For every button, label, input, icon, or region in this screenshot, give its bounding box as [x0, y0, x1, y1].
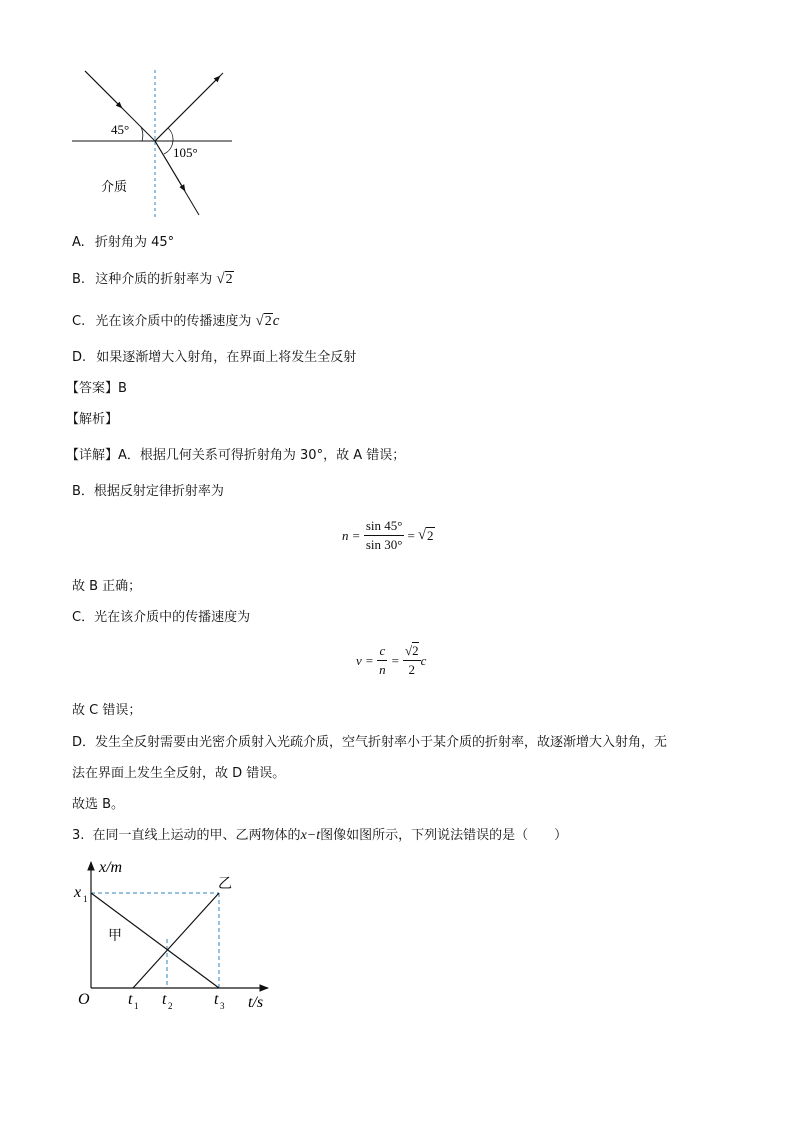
option-b-text: 这种介质的折射率为 [95, 272, 213, 287]
eq2-rnum: 2 [412, 643, 419, 658]
option-a-letter: A. [72, 235, 85, 250]
answer-label: 【答案】 [66, 381, 119, 396]
t2-label: t [162, 991, 167, 1008]
eq2-numerator: c [377, 643, 387, 661]
eq1-denominator: sin 30° [365, 537, 403, 552]
sqrt-sign: √ [216, 271, 225, 287]
t2-sub: 2 [168, 1001, 173, 1011]
x1-sub: 1 [83, 894, 88, 904]
t1-label: t [128, 991, 133, 1008]
option-d-text: 如果逐渐增大入射角，在界面上将发生全反射 [96, 350, 357, 365]
option-a [72, 234, 174, 252]
question-3 [72, 827, 567, 845]
option-d-letter: D. [72, 350, 87, 365]
eq1-lhs: n [342, 527, 349, 543]
answer-value: B [118, 381, 127, 396]
eq1-equals-2: = [407, 527, 415, 543]
eq2-equals-2: = [391, 652, 399, 668]
eq2-fraction-1 [377, 643, 388, 678]
option-c-math: 2 [264, 314, 272, 329]
refraction-diagram [60, 60, 250, 225]
angle-label-45: 45° [111, 122, 130, 137]
eq2-rafter: c [420, 652, 427, 668]
question-3-text-before: 在同一直线上运动的甲、乙两物体的 [92, 828, 301, 843]
answer-line [66, 380, 127, 398]
t1-sub: 1 [134, 1001, 139, 1011]
origin-label: O [78, 991, 90, 1008]
option-d [72, 349, 356, 367]
equation-velocity [356, 643, 426, 678]
t3-sub: 3 [220, 1001, 225, 1011]
detail-line-1 [66, 447, 405, 465]
detail-label: 【详解】 [66, 448, 119, 463]
eq1-fraction [364, 518, 405, 553]
incident-arrow [85, 71, 122, 108]
option-c [72, 312, 279, 331]
equation-refractive-index [342, 518, 435, 553]
detail-text-1: A．根据几何关系可得折射角为 30°，故 A 错误； [118, 448, 406, 463]
question-3-text-after: 图像如图所示，下列说法错误的是（ ） [320, 828, 568, 843]
sqrt-sign: √ [404, 643, 413, 658]
eq1-rhs: 2 [427, 528, 434, 543]
detail-line-2: B．根据反射定律折射率为 [72, 484, 224, 499]
option-b [72, 270, 234, 289]
sqrt-sign: √ [417, 527, 427, 543]
analysis-label: 【解析】 [66, 412, 119, 427]
eq2-fraction-2 [403, 643, 421, 678]
line-yi [133, 893, 219, 988]
jia-label: 甲 [108, 928, 122, 944]
option-a-text: 折射角为 45° [94, 235, 175, 250]
x1-label: x [74, 884, 82, 901]
question-3-math: x−t [300, 828, 321, 843]
reflected-arrow [155, 76, 220, 141]
xt-graph [66, 850, 286, 1020]
eq2-equals: = [365, 652, 374, 668]
t3-label: t [214, 991, 219, 1008]
angle-label-105: 105° [173, 145, 198, 160]
eq2-rnum-wrap [403, 643, 421, 661]
option-c-text: 光在该介质中的传播速度为 [95, 314, 252, 329]
eq1-numerator: sin 45° [364, 518, 405, 536]
detail-line-7: 法在界面上发生全反射，故 D 错误。 [72, 766, 286, 781]
detail-line-5: 故 C 错误； [72, 703, 142, 718]
detail-line-8: 故选 B。 [72, 797, 125, 812]
question-3-number: 3. [72, 828, 85, 843]
sqrt-sign: √ [255, 313, 264, 329]
option-c-letter: C. [72, 314, 86, 329]
detail-line-6: D．发生全反射需要由光密介质射入光疏介质，空气折射率小于某介质的折射率，故逐渐增大入射角，无 [72, 735, 668, 750]
medium-label: 介质 [101, 180, 128, 195]
detail-line-4: C．光在该介质中的传播速度为 [72, 610, 251, 625]
yi-label: 乙 [218, 876, 232, 892]
detail-line-3: 故 B 正确； [72, 579, 142, 594]
eq2-denominator: n [379, 662, 386, 677]
option-c-math-after: c [272, 313, 280, 329]
x-axis-label: t/s [248, 994, 264, 1011]
option-b-math: 2 [225, 272, 233, 287]
option-b-letter: B. [72, 272, 86, 287]
y-axis-label: x/m [99, 859, 123, 876]
eq1-equals: = [352, 527, 360, 543]
eq2-lhs: v [356, 652, 362, 668]
eq2-rden: 2 [408, 662, 416, 677]
